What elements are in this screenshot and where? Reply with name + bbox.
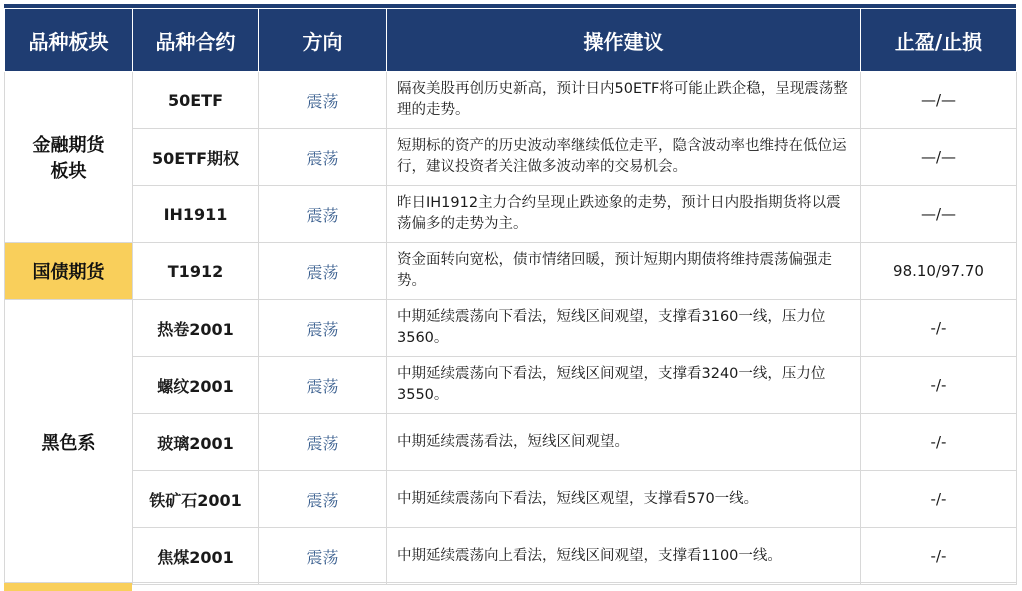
stop-cell: -/- <box>861 528 1017 585</box>
table-row <box>5 528 1017 585</box>
stop-cell: -/- <box>861 414 1017 471</box>
advice-cell: 中期延续震荡向下看法，短线区间观望，支撑看3240一线，压力位3550。 <box>387 357 861 414</box>
table-row <box>5 357 1017 414</box>
table-row <box>5 72 1017 129</box>
direction-cell: 震荡 <box>259 243 387 300</box>
table-row <box>5 129 1017 186</box>
top-border <box>4 4 1016 8</box>
table-row <box>5 186 1017 243</box>
contract-cell: 50ETF <box>133 72 259 129</box>
contract-cell: 玻璃2001 <box>133 414 259 471</box>
header-advice: 操作建议 <box>387 9 861 72</box>
contract-cell: T1912 <box>133 243 259 300</box>
strategy-table <box>4 8 1017 585</box>
direction-cell: 震荡 <box>259 414 387 471</box>
direction-cell: 震荡 <box>259 129 387 186</box>
advice-cell: 中期延续震荡向下看法，短线区观望，支撑看570一线。 <box>387 471 861 528</box>
advice-cell: 短期标的资产的历史波动率继续低位走平，隐含波动率也维持在低位运行，建议投资者关注做多波动率的交易机会。 <box>387 129 861 186</box>
table-row <box>5 471 1017 528</box>
sector-black: 黑色系 <box>5 300 133 585</box>
sector-financial: 金融期货 板块 <box>5 72 133 243</box>
advice-cell: 隔夜美股再创历史新高，预计日内50ETF将可能止跌企稳，呈现震荡整理的走势。 <box>387 72 861 129</box>
stop-cell: —/— <box>861 186 1017 243</box>
strategy-table-page <box>4 4 1016 590</box>
contract-cell: 焦煤2001 <box>133 528 259 585</box>
table-row <box>5 300 1017 357</box>
header-direction: 方向 <box>259 9 387 72</box>
stop-cell: —/— <box>861 129 1017 186</box>
header-stop: 止盈/止损 <box>861 9 1017 72</box>
direction-cell: 震荡 <box>259 300 387 357</box>
advice-cell: 资金面转向宽松，债市情绪回暖，预计短期内期债将维持震荡偏强走势。 <box>387 243 861 300</box>
direction-cell: 震荡 <box>259 357 387 414</box>
direction-cell: 震荡 <box>259 186 387 243</box>
stop-cell: -/- <box>861 357 1017 414</box>
direction-cell: 震荡 <box>259 72 387 129</box>
stop-cell: -/- <box>861 300 1017 357</box>
advice-cell: 中期延续震荡向上看法，短线区间观望，支撑看1100一线。 <box>387 528 861 585</box>
header-row <box>5 9 1017 72</box>
header-contract: 品种合约 <box>133 9 259 72</box>
direction-cell: 震荡 <box>259 471 387 528</box>
advice-cell: 中期延续震荡向下看法，短线区间观望，支撑看3160一线，压力位3560。 <box>387 300 861 357</box>
advice-cell: 昨日IH1912主力合约呈现止跌迹象的走势，预计日内股指期货将以震荡偏多的走势为主。 <box>387 186 861 243</box>
header-sector: 品种板块 <box>5 9 133 72</box>
stop-cell: -/- <box>861 471 1017 528</box>
contract-cell: 50ETF期权 <box>133 129 259 186</box>
stop-cell: —/— <box>861 72 1017 129</box>
direction-cell: 震荡 <box>259 528 387 585</box>
contract-cell: 热卷2001 <box>133 300 259 357</box>
contract-cell: 铁矿石2001 <box>133 471 259 528</box>
sector-bond: 国债期货 <box>5 243 133 300</box>
table-row <box>5 414 1017 471</box>
stop-cell: 98.10/97.70 <box>861 243 1017 300</box>
advice-cell: 中期延续震荡看法，短线区间观望。 <box>387 414 861 471</box>
contract-cell: 螺纹2001 <box>133 357 259 414</box>
contract-cell: IH1911 <box>133 186 259 243</box>
table-row <box>5 243 1017 300</box>
